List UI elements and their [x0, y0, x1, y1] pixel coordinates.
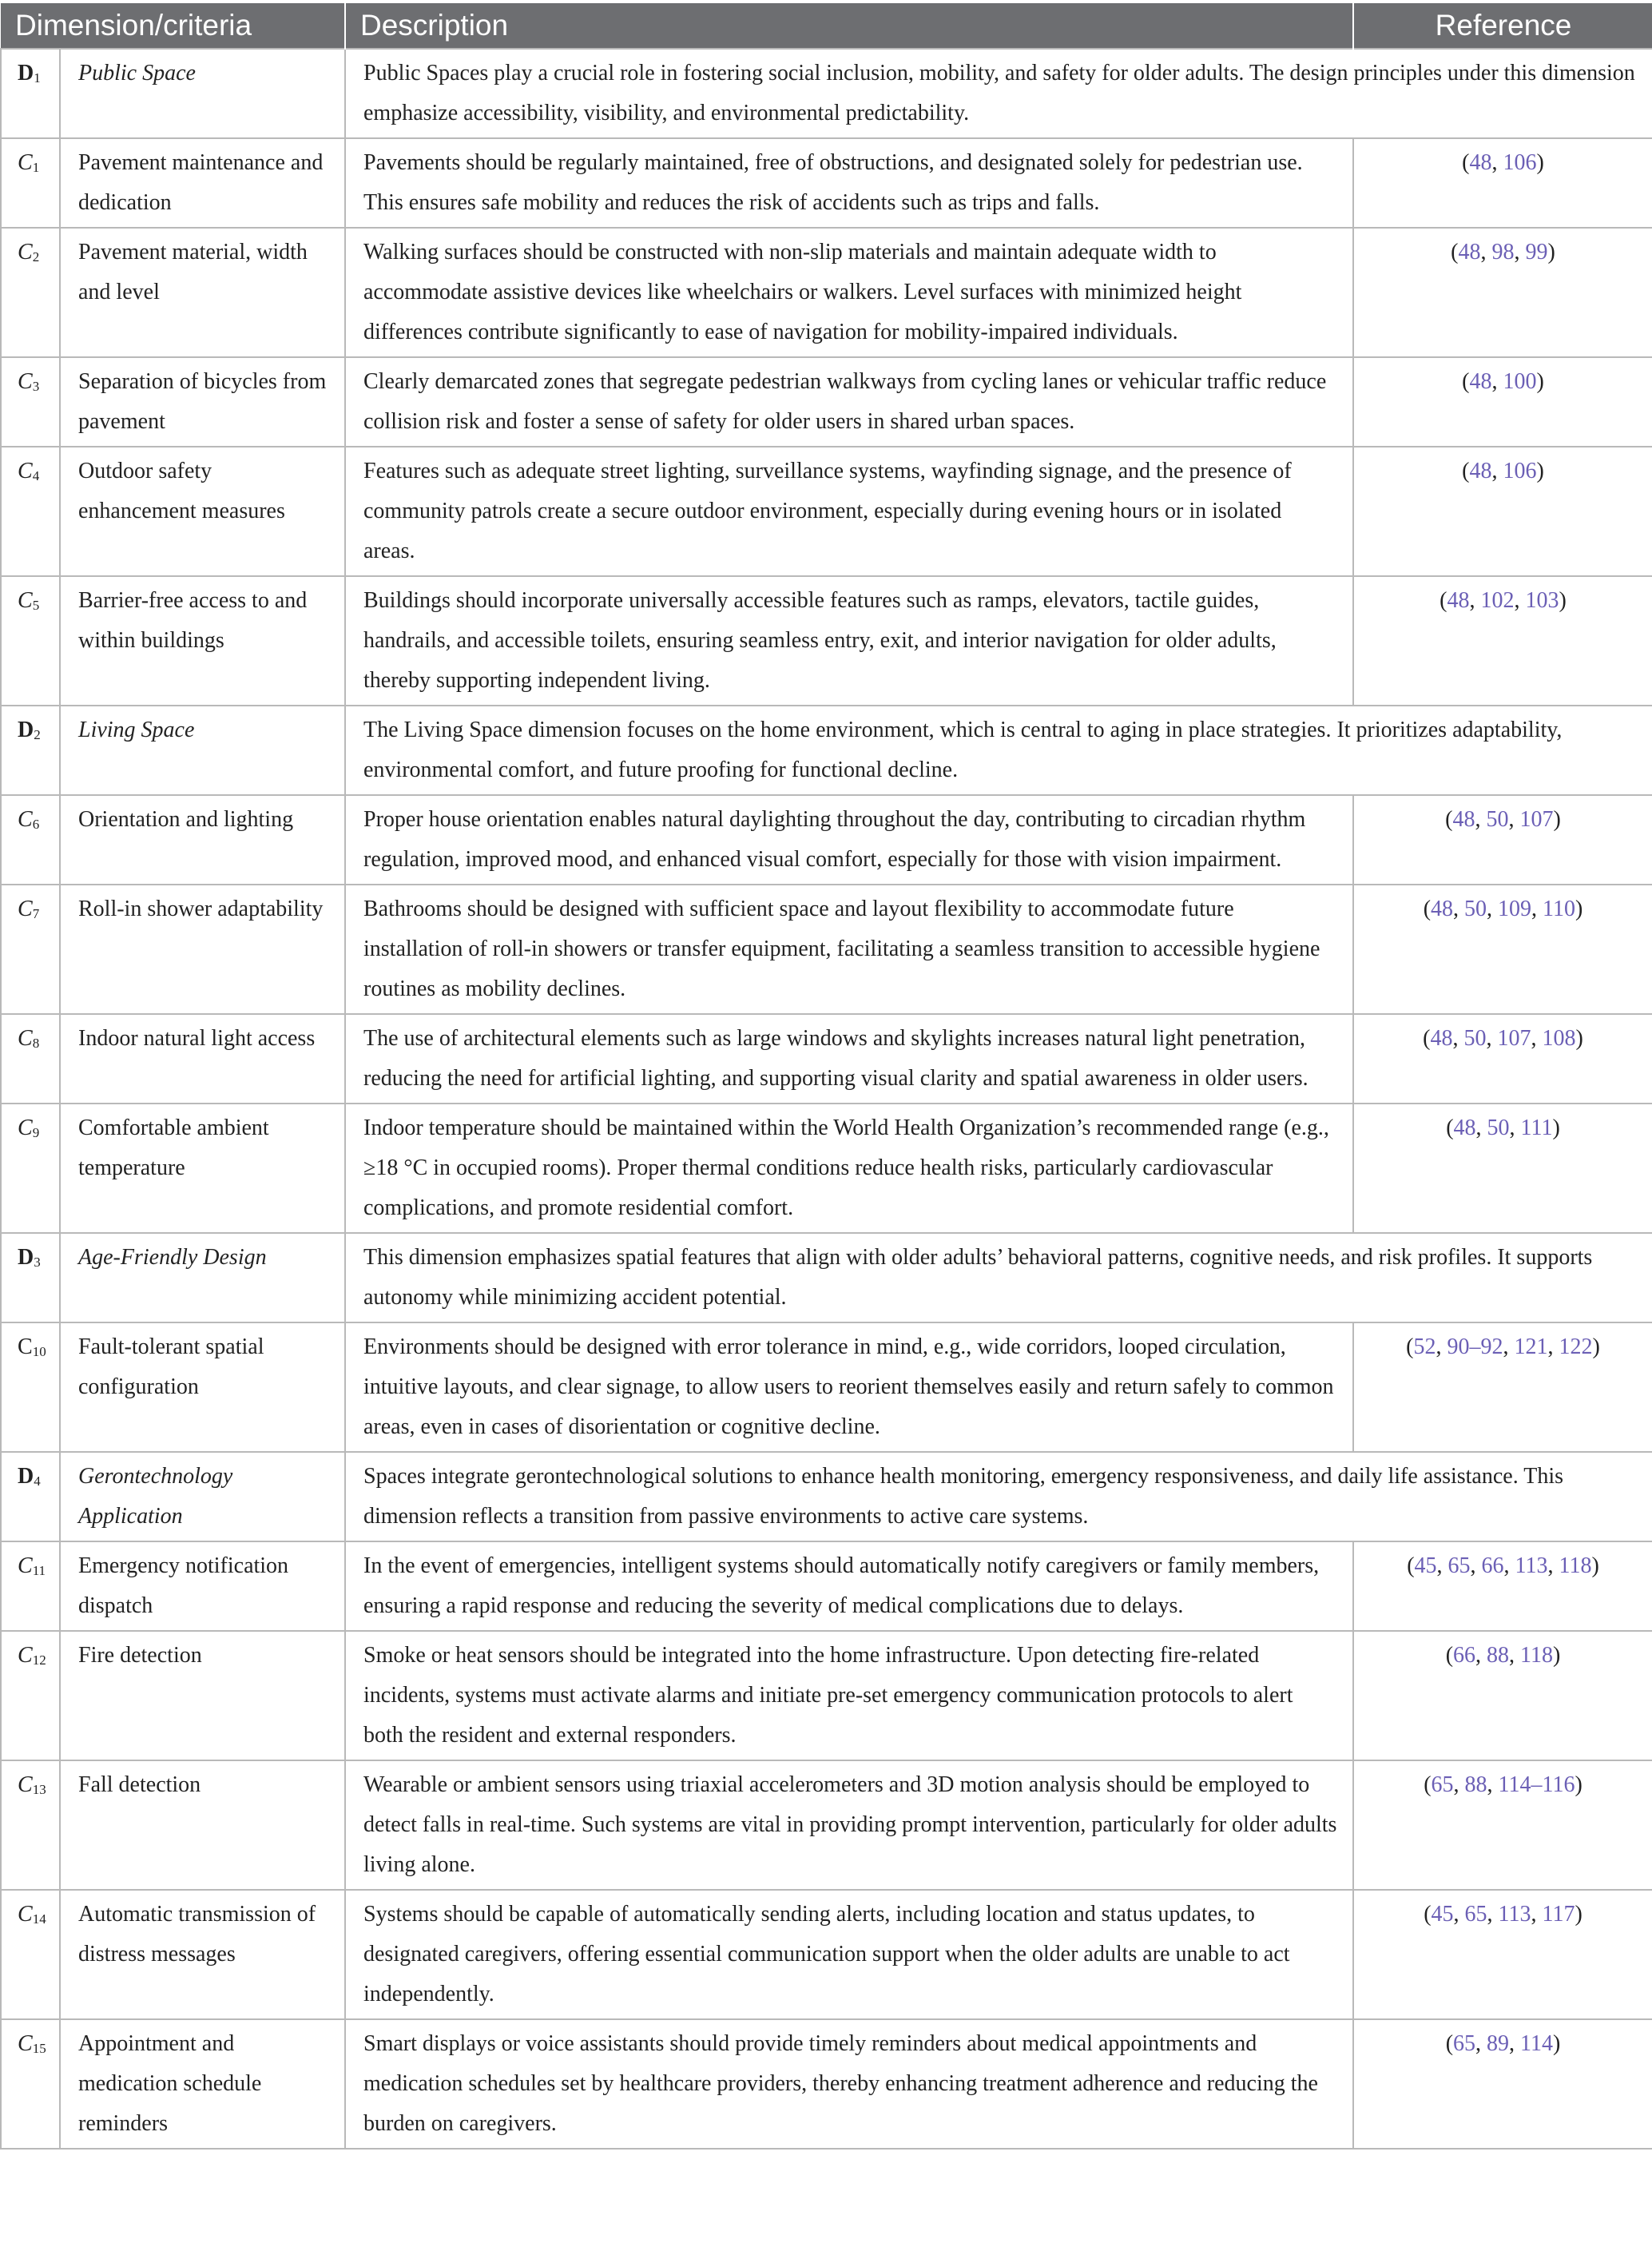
description-cell: Walking surfaces should be constructed with non-slip materials and maintain adequate width to accommodate assistive devices like wheelchairs or walkers. Level surfaces with minimized height differences contribute significantly to ease of navigation for mobility-impaired individuals. — [345, 228, 1353, 357]
header-description: Description — [345, 3, 1353, 49]
reference-cell: (66, 88, 118) — [1353, 1631, 1652, 1760]
reference-cell: (52, 90–92, 121, 122) — [1353, 1322, 1652, 1452]
id-subscript: 2 — [32, 249, 40, 264]
reference-link[interactable]: 114 — [1520, 2031, 1553, 2056]
description-cell: Clearly demarcated zones that segregate pedestrian walkways from cycling lanes or vehicular traffic reduce collision risk and foster a sense of safety for older users in shared urban spaces. — [345, 357, 1353, 447]
description-cell: Smoke or heat sensors should be integrated into the home infrastructure. Upon detecting fire-related incidents, systems must activate alarms and initiate pre-set emergency communication protocols to alert both the resident and external responders. — [345, 1631, 1353, 1760]
reference-cell: (48, 106) — [1353, 138, 1652, 228]
description-cell: Features such as adequate street lighting, surveillance systems, wayfinding signage, and the presence of community patrols create a secure outdoor environment, especially during evening hours or in isolated areas. — [345, 447, 1353, 576]
criterion-name: Outdoor safety enhancement measures — [60, 447, 345, 576]
id-subscript: 2 — [34, 727, 41, 742]
criterion-row — [1, 1104, 1652, 1233]
reference-link[interactable]: 48 — [1452, 807, 1475, 832]
id-subscript: 3 — [32, 379, 40, 394]
criterion-name: Comfortable ambient temperature — [60, 1104, 345, 1233]
reference-link[interactable]: 111 — [1520, 1116, 1553, 1140]
reference-link[interactable]: 48 — [1447, 588, 1470, 613]
id-letter: C — [18, 588, 33, 613]
criterion-row — [1, 1322, 1652, 1452]
criterion-id — [1, 138, 60, 228]
reference-link[interactable]: 88 — [1487, 1643, 1510, 1668]
description-cell: Systems should be capable of automatically sending alerts, including location and status updates, to designated caregivers, offering essential communication support when the older adults are unable to act independently. — [345, 1890, 1353, 2019]
id-subscript: 1 — [32, 160, 40, 175]
id-letter: C — [18, 369, 33, 394]
criterion-name: Automatic transmission of distress messages — [60, 1890, 345, 2019]
id-letter: D — [18, 61, 34, 86]
reference-link[interactable]: 48 — [1453, 1116, 1476, 1140]
reference-link[interactable]: 48 — [1469, 369, 1492, 394]
reference-link[interactable]: 108 — [1542, 1026, 1576, 1051]
criterion-id — [1, 1322, 60, 1452]
reference-link[interactable]: 66 — [1481, 1553, 1504, 1578]
id-subscript: 3 — [34, 1255, 41, 1270]
dimension-id — [1, 49, 60, 138]
description-cell: Public Spaces play a crucial role in fostering social inclusion, mobility, and safety for older adults. The design principles under this dimension emphasize accessibility, visibility, and environmental predictability. — [345, 49, 1652, 138]
reference-cell: (48, 50, 109, 110) — [1353, 885, 1652, 1014]
description-cell: In the event of emergencies, intelligent systems should automatically notify caregivers or family members, ensuring a rapid response and reducing the severity of medical complications due to delays. — [345, 1541, 1353, 1631]
reference-link[interactable]: 66 — [1453, 1643, 1476, 1668]
criterion-id — [1, 1541, 60, 1631]
reference-link[interactable]: 110 — [1543, 897, 1575, 921]
id-subscript: 9 — [32, 1125, 40, 1140]
criterion-name: Pavement material, width and level — [60, 228, 345, 357]
id-subscript: 6 — [32, 817, 40, 832]
reference-link[interactable]: 50 — [1487, 1116, 1510, 1140]
id-letter: C — [18, 1026, 33, 1051]
criterion-row — [1, 1014, 1652, 1104]
criterion-id — [1, 1890, 60, 2019]
criterion-row — [1, 138, 1652, 228]
reference-link[interactable]: 48 — [1469, 150, 1492, 175]
id-subscript: 14 — [32, 1911, 46, 1927]
id-subscript: 4 — [32, 468, 40, 483]
reference-link[interactable]: 65 — [1447, 1553, 1471, 1578]
id-letter: C — [18, 2031, 33, 2056]
dimension-name: Living Space — [60, 706, 345, 795]
criterion-id — [1, 885, 60, 1014]
reference-cell: (48, 106) — [1353, 447, 1652, 576]
criteria-table — [0, 3, 1652, 2150]
criterion-row — [1, 576, 1652, 706]
reference-link[interactable]: 100 — [1503, 369, 1537, 394]
criterion-name: Fall detection — [60, 1760, 345, 1890]
criterion-name: Pavement maintenance and dedication — [60, 138, 345, 228]
dimension-row — [1, 1452, 1652, 1541]
reference-link[interactable]: 50 — [1486, 807, 1509, 832]
id-letter: C — [18, 1902, 33, 1927]
criterion-row — [1, 1631, 1652, 1760]
id-letter: D — [18, 1245, 34, 1270]
dimension-row — [1, 706, 1652, 795]
criterion-row — [1, 357, 1652, 447]
reference-link[interactable]: 103 — [1525, 588, 1559, 613]
description-cell: This dimension emphasizes spatial features that align with older adults’ behavioral patterns, cognitive needs, and risk profiles. It supports autonomy while minimizing accident potential. — [345, 1233, 1652, 1322]
id-letter: C — [18, 240, 33, 264]
criterion-id — [1, 2019, 60, 2149]
reference-cell: (48, 100) — [1353, 357, 1652, 447]
reference-cell: (48, 102, 103) — [1353, 576, 1652, 706]
header-row — [1, 3, 1652, 49]
reference-link[interactable]: 122 — [1559, 1334, 1593, 1359]
reference-link[interactable]: 45 — [1431, 1902, 1454, 1927]
reference-link[interactable]: 50 — [1464, 897, 1487, 921]
reference-link[interactable]: 118 — [1520, 1643, 1553, 1668]
reference-cell: (48, 50, 107) — [1353, 795, 1652, 885]
dimension-name: Public Space — [60, 49, 345, 138]
id-subscript: 12 — [32, 1652, 46, 1668]
id-letter: C — [18, 1772, 33, 1797]
dimension-id — [1, 706, 60, 795]
criterion-name: Roll-in shower adaptability — [60, 885, 345, 1014]
id-subscript: 13 — [32, 1782, 46, 1797]
reference-link[interactable]: 50 — [1463, 1026, 1487, 1051]
criterion-row — [1, 795, 1652, 885]
reference-link[interactable]: 98 — [1491, 240, 1515, 264]
criterion-id — [1, 576, 60, 706]
description-cell: Pavements should be regularly maintained, free of obstructions, and designated solely for pedestrian use. This ensures safe mobility and reduces the risk of accidents such as trips and falls. — [345, 138, 1353, 228]
id-subscript: 5 — [32, 598, 40, 613]
criterion-name: Barrier-free access to and within buildings — [60, 576, 345, 706]
header-dimension: Dimension/criteria — [1, 3, 345, 49]
description-cell: Bathrooms should be designed with sufficient space and layout flexibility to accommodate future installation of roll-in showers or transfer equipment, facilitating a seamless transition to accessible hygiene routines as mobility declines. — [345, 885, 1353, 1014]
criterion-name: Orientation and lighting — [60, 795, 345, 885]
id-letter: C — [18, 459, 33, 483]
criterion-row — [1, 1890, 1652, 2019]
criterion-row — [1, 885, 1652, 1014]
reference-link[interactable]: 121 — [1514, 1334, 1548, 1359]
id-letter: D — [18, 1464, 34, 1489]
reference-cell: (48, 98, 99) — [1353, 228, 1652, 357]
id-letter: C — [18, 807, 33, 832]
reference-link[interactable]: 48 — [1430, 1026, 1453, 1051]
dimension-id — [1, 1452, 60, 1541]
reference-link[interactable]: 88 — [1464, 1772, 1487, 1797]
id-subscript: 1 — [34, 70, 41, 86]
criterion-id — [1, 795, 60, 885]
criterion-row — [1, 1541, 1652, 1631]
reference-cell: (45, 65, 113, 117) — [1353, 1890, 1652, 2019]
id-subscript: 11 — [32, 1563, 46, 1578]
id-letter: C — [18, 150, 33, 175]
reference-link[interactable]: 65 — [1431, 1772, 1454, 1797]
description-cell: The Living Space dimension focuses on the home environment, which is central to aging in place strategies. It prioritizes adaptability, environmental comfort, and future proofing for functional decline. — [345, 706, 1652, 795]
criterion-id — [1, 1631, 60, 1760]
id-letter: C — [18, 1116, 33, 1140]
reference-cell: (65, 88, 114–116) — [1353, 1760, 1652, 1890]
table-body — [1, 49, 1652, 2149]
id-letter: C — [18, 1334, 33, 1359]
dimension-name: Gerontechnology Application — [60, 1452, 345, 1541]
reference-link[interactable]: 106 — [1503, 150, 1537, 175]
reference-link[interactable]: 102 — [1480, 588, 1515, 613]
description-cell: Buildings should incorporate universally accessible features such as ramps, elevators, tactile guides, handrails, and accessible toilets, ensuring seamless entry, exit, and interior navigation for older adults, thereby supporting independent living. — [345, 576, 1353, 706]
reference-cell: (48, 50, 111) — [1353, 1104, 1652, 1233]
reference-link[interactable]: 45 — [1414, 1553, 1437, 1578]
reference-link[interactable]: 65 — [1453, 2031, 1476, 2056]
reference-link[interactable]: 106 — [1503, 459, 1537, 483]
id-letter: C — [18, 897, 33, 921]
description-cell: Smart displays or voice assistants should provide timely reminders about medical appointments and medication schedules set by healthcare providers, thereby enhancing treatment adherence and reducing the burden on caregivers. — [345, 2019, 1353, 2149]
reference-link[interactable]: 107 — [1519, 807, 1554, 832]
reference-link[interactable]: 114–116 — [1498, 1772, 1575, 1797]
reference-link[interactable]: 99 — [1525, 240, 1548, 264]
id-subscript: 7 — [32, 906, 40, 921]
criterion-row — [1, 447, 1652, 576]
criterion-name: Indoor natural light access — [60, 1014, 345, 1104]
criterion-id — [1, 1760, 60, 1890]
criterion-id — [1, 1014, 60, 1104]
description-cell: Spaces integrate gerontechnological solutions to enhance health monitoring, emergency responsiveness, and daily life assistance. This dimension reflects a transition from passive environments to active care systems. — [345, 1452, 1652, 1541]
reference-cell: (48, 50, 107, 108) — [1353, 1014, 1652, 1104]
reference-link[interactable]: 107 — [1497, 1026, 1531, 1051]
description-cell: Environments should be designed with error tolerance in mind, e.g., wide corridors, looped circulation, intuitive layouts, and clear signage, to allow users to reorient themselves easily and return safely to common areas, even in cases of disorientation or cognitive decline. — [345, 1322, 1353, 1452]
reference-link[interactable]: 48 — [1469, 459, 1492, 483]
dimension-row — [1, 49, 1652, 138]
criterion-id — [1, 1104, 60, 1233]
criterion-name: Fire detection — [60, 1631, 345, 1760]
header-reference: Reference — [1353, 3, 1652, 49]
criterion-id — [1, 447, 60, 576]
reference-link[interactable]: 89 — [1487, 2031, 1510, 2056]
reference-link[interactable]: 65 — [1464, 1902, 1487, 1927]
criterion-name: Appointment and medication schedule reminders — [60, 2019, 345, 2149]
criterion-row — [1, 2019, 1652, 2149]
id-letter: D — [18, 718, 34, 742]
criterion-name: Emergency notification dispatch — [60, 1541, 345, 1631]
id-subscript: 15 — [32, 2041, 46, 2056]
reference-link[interactable]: 113 — [1498, 1902, 1531, 1927]
description-cell: Proper house orientation enables natural daylighting throughout the day, contributing to circadian rhythm regulation, improved mood, and enhanced visual comfort, especially for those with vision impairment. — [345, 795, 1353, 885]
reference-link[interactable]: 52 — [1413, 1334, 1436, 1359]
criterion-id — [1, 228, 60, 357]
id-letter: C — [18, 1553, 33, 1578]
reference-link[interactable]: 118 — [1559, 1553, 1592, 1578]
dimension-id — [1, 1233, 60, 1322]
criterion-row — [1, 228, 1652, 357]
reference-cell: (65, 89, 114) — [1353, 2019, 1652, 2149]
reference-link[interactable]: 48 — [1431, 897, 1454, 921]
reference-cell: (45, 65, 66, 113, 118) — [1353, 1541, 1652, 1631]
description-cell: Wearable or ambient sensors using triaxial accelerometers and 3D motion analysis should be employed to detect falls in real-time. Such systems are vital in providing prompt intervention, particularly for older adults living alone. — [345, 1760, 1353, 1890]
reference-link[interactable]: 90–92 — [1447, 1334, 1503, 1359]
dimension-name: Age-Friendly Design — [60, 1233, 345, 1322]
criterion-name: Fault-tolerant spatial configuration — [60, 1322, 345, 1452]
id-subscript: 10 — [32, 1344, 46, 1359]
id-subscript: 8 — [32, 1036, 40, 1051]
reference-link[interactable]: 48 — [1458, 240, 1481, 264]
reference-link[interactable]: 113 — [1515, 1553, 1548, 1578]
id-letter: C — [18, 1643, 33, 1668]
reference-link[interactable]: 109 — [1498, 897, 1532, 921]
description-cell: Indoor temperature should be maintained within the World Health Organization’s recommended range (e.g., ≥18 °C in occupied rooms). Proper thermal conditions reduce health risks, particularly cardiovascular complications, and promote residential comfort. — [345, 1104, 1353, 1233]
criterion-id — [1, 357, 60, 447]
id-subscript: 4 — [34, 1473, 41, 1489]
criterion-name: Separation of bicycles from pavement — [60, 357, 345, 447]
reference-link[interactable]: 117 — [1542, 1902, 1575, 1927]
description-cell: The use of architectural elements such as large windows and skylights increases natural light penetration, reducing the need for artificial lighting, and supporting visual clarity and spatial awareness in older users. — [345, 1014, 1353, 1104]
criterion-row — [1, 1760, 1652, 1890]
dimension-row — [1, 1233, 1652, 1322]
